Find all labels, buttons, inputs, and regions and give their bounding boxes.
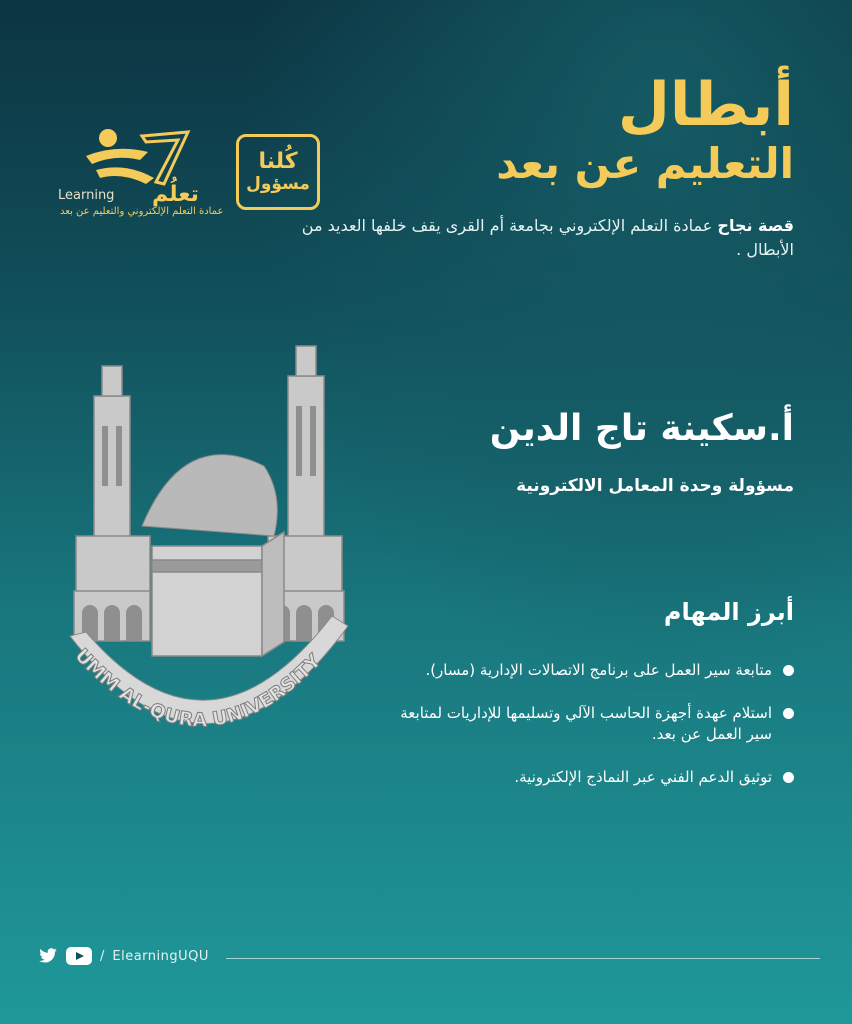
headline-line-1: أبطال — [617, 70, 794, 140]
learning-logo-english: Learning — [58, 188, 115, 203]
twitter-icon[interactable] — [38, 948, 58, 964]
bullet-icon — [783, 708, 794, 719]
youtube-icon[interactable] — [66, 947, 92, 965]
bullet-icon — [783, 665, 794, 676]
task-item — [394, 767, 794, 788]
footer-divider — [226, 958, 820, 959]
emblem-text: UMM AL-QURA UNIVERSITY — [70, 644, 326, 732]
intro-rest: عمادة التعلم الإلكتروني بجامعة أم القرى يقف خلفها العديد من الأبطال . — [301, 216, 794, 259]
social-handle[interactable]: ElearningUQU — [112, 948, 209, 964]
badge-line-2: مسؤول — [246, 174, 310, 194]
task-text: استلام عهدة أجهزة الحاسب الآلي وتسليمها للإداريات لمتابعة سير العمل عن بعد. — [400, 704, 772, 743]
footer — [38, 947, 209, 965]
headline-line-2: التعليم عن بعد — [496, 139, 794, 188]
intro-bold: قصة نجاح — [717, 216, 794, 235]
elearning-logo — [56, 126, 224, 226]
badge-line-1: كُلنا — [258, 149, 298, 174]
kulna-masool-logo — [236, 134, 320, 210]
tasks-title: أبرز المهام — [663, 598, 794, 626]
task-item — [394, 703, 794, 745]
learning-logo-subtitle: عمادة التعلم الإلكتروني والتعليم عن بعد — [60, 206, 224, 217]
intro-text — [274, 214, 794, 262]
person-name: أ.سكينة تاج الدين — [489, 408, 794, 449]
headline — [496, 72, 794, 190]
learning-logo-arabic: تعلُم — [152, 182, 199, 207]
footer-separator: / — [100, 948, 105, 964]
tasks-list — [394, 660, 794, 810]
task-item — [394, 660, 794, 681]
learning-figure-icon — [56, 126, 206, 186]
task-text: توثيق الدعم الفني عبر النماذج الإلكترونية. — [514, 768, 772, 786]
bullet-icon — [783, 772, 794, 783]
person-role: مسؤولة وحدة المعامل الالكترونية — [516, 476, 794, 496]
task-text: متابعة سير العمل على برنامج الاتصالات الإدارية (مسار). — [425, 661, 772, 679]
university-emblem — [64, 336, 354, 786]
